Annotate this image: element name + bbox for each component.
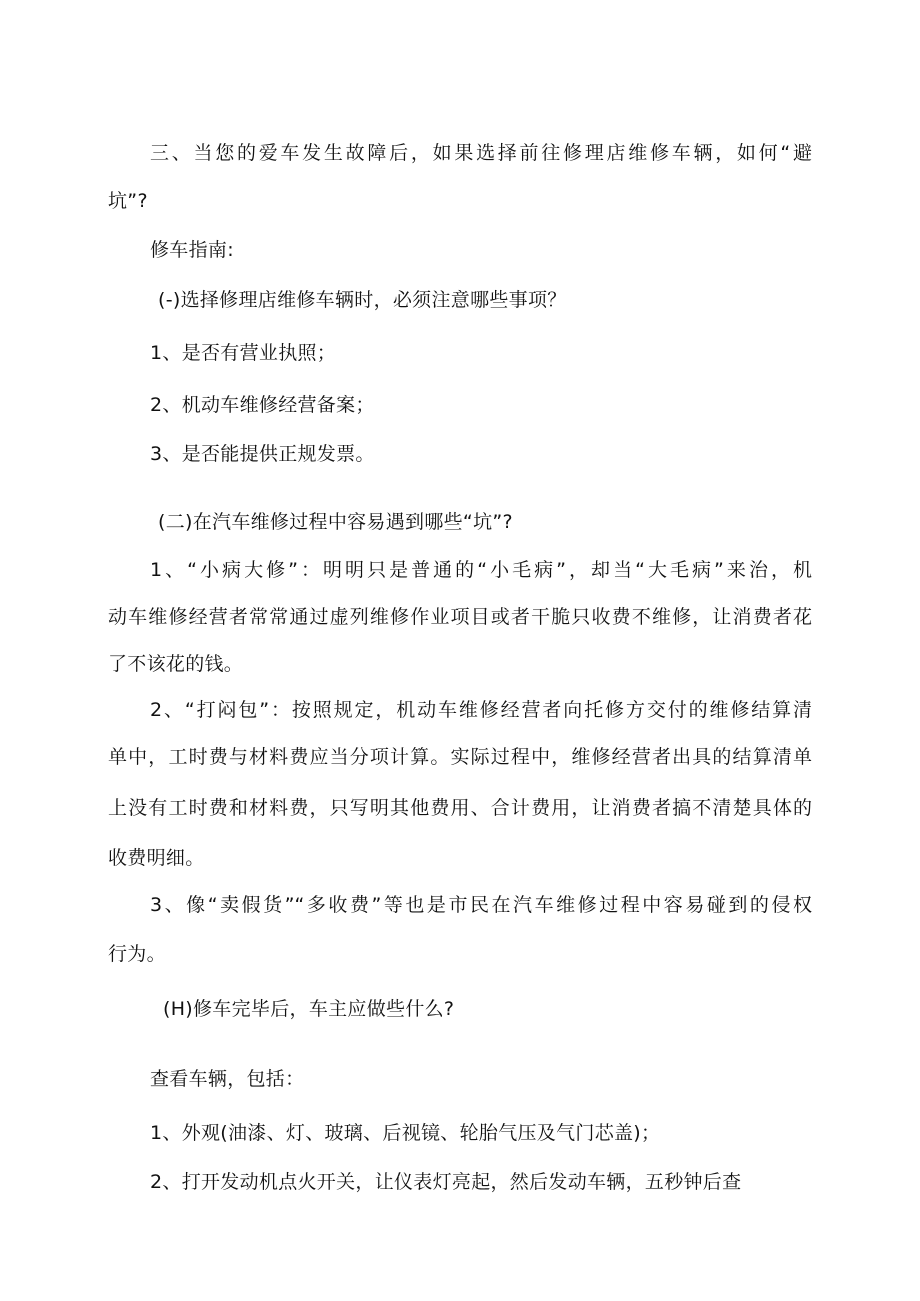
check-vehicle-label: 查看车辆，包括： [150,1068,305,1090]
paragraph-hidden-charges-line-4: 收费明细。 [108,847,205,869]
paragraph-fake-goods-line-2: 行为。 [108,943,166,965]
list-item-exterior-check: 1、外观(油漆、灯、玻璃、后视镜、轮胎气压及气门芯盖)； [150,1122,661,1144]
paragraph-small-problem-line-3: 了不该花的钱。 [108,653,244,675]
list-item-business-license: 1、是否有营业执照； [150,342,337,364]
paragraph-fake-goods-line-1: 3、像“卖假货”“多收费”等也是市民在汽车维修过程中容易碰到的侵权 [150,894,812,916]
repair-guide-label: 修车指南: [150,239,234,261]
section-three-heading-line-2: 坑”? [108,190,148,212]
paragraph-small-problem-line-1: 1、“小病大修”：明明只是普通的“小毛病”，却当“大毛病”来治，机 [150,559,812,581]
list-item-formal-invoice: 3、是否能提供正规发票。 [150,443,375,465]
section-three-heading-line-1: 三、当您的爱车发生故障后，如果选择前往修理店维修车辆，如何“避 [150,142,812,164]
subsection-one-heading: (-)选择修理店维修车辆时，必须注意哪些事项？ [158,289,567,311]
paragraph-small-problem-line-2: 动车维修经营者常常通过虚列维修作业项目或者干脆只收费不维修，让消费者花 [108,606,812,628]
paragraph-hidden-charges-line-1: 2、“打闷包”：按照规定，机动车维修经营者向托修方交付的维修结算清 [150,699,812,721]
paragraph-hidden-charges-line-3: 上没有工时费和材料费，只写明其他费用、合计费用，让消费者搞不清楚具体的 [108,797,812,819]
list-item-repair-filing: 2、机动车维修经营备案； [150,394,375,416]
list-item-engine-start-check: 2、打开发动机点火开关，让仪表灯亮起，然后发动车辆，五秒钟后查 [150,1171,742,1193]
subsection-three-heading: (H)修车完毕后，车主应做些什么? [163,998,455,1020]
subsection-two-heading: (二)在汽车维修过程中容易遇到哪些“坑”? [158,511,513,533]
paragraph-hidden-charges-line-2: 单中，工时费与材料费应当分项计算。实际过程中，维修经营者出具的结算清单 [108,746,812,768]
